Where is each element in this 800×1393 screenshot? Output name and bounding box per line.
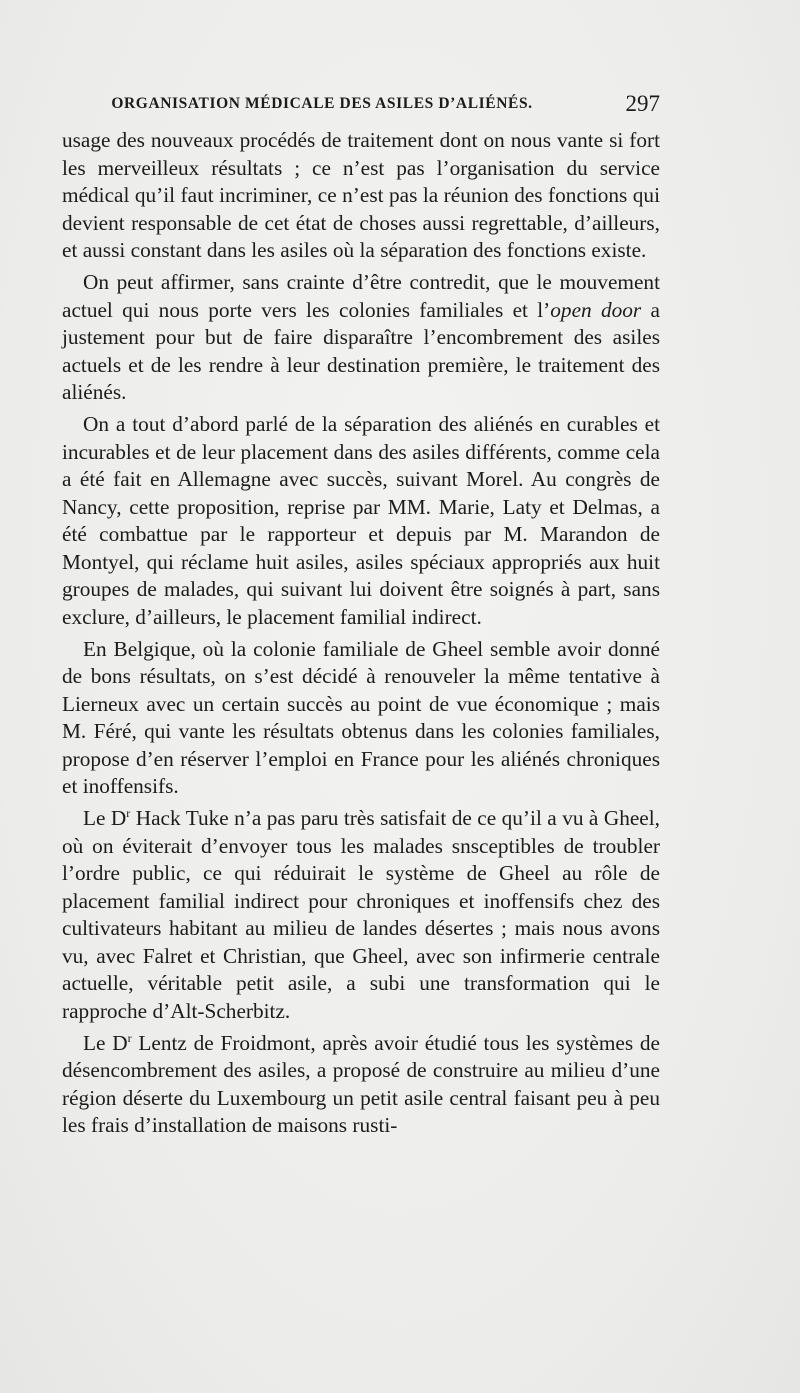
italic-phrase: open door — [550, 297, 642, 322]
superscript: r — [126, 806, 131, 820]
superscript: r — [127, 1030, 132, 1045]
paragraph-1: usage des nouveaux procédés de traitement dont on nous vante si fort les merveilleux résultats ; ce n’est pas l’organisation du service médical qu’il faut incriminer, ce n’est pas la réunion des fonctions qui devient responsable de cet état de choses aussi regrettable, d’ailleurs, et aussi constant dans les asiles où la séparation des fonctions existe. — [62, 128, 660, 262]
page-number: 297 — [625, 91, 660, 116]
paragraph-2: On peut affirmer, sans crainte d’être contredit, que le mouvement actuel qui nous porte vers les colonies familiales et l’open door a justement pour but de faire disparaître l’encombrement des asiles actuels et de les rendre à leur destination première, le traitement des aliénés. — [62, 270, 660, 404]
paragraph-6: Le $D^r$ Lentz de Froidmont, après avoir étudié tous les systèmes de désencombrement des asiles, a proposé de construire au milieu d’une région déserte du Luxembourg un petit asile central faisant peu à peu les frais d’installation de maisons rusti- — [62, 1030, 660, 1137]
paragraph-5: Le $D^r$ Hack Tuke n’a pas paru très satisfait de ce qu’il a vu à Gheel, où on éviterait d’envoyer tous les malades snsceptibles de troubler l’ordre public, ce qui réduirait le système de Gheel au rôle de placement familial indirect pour chroniques et inoffensifs chez des cultivateurs habitant au milieu de landes désertes ; mais nous avons vu, avec Falret et Christian, que Gheel, avec son infirmerie centrale actuelle, véritable petit asile, a subi une transformation qui le rapproche d’Alt-Scherbitz. — [62, 806, 660, 1023]
running-title: ORGANISATION MÉDICALE DES ASILES D’ALIÉNÉS. — [111, 95, 533, 112]
text-body — [62, 127, 660, 1140]
paragraph-3: On a tout d’abord parlé de la séparation des aliénés en curables et incurables et de leur placement dans des asiles différents, comme cela a été fait en Allemagne avec succès, suivant Morel. Au congrès de Nancy, cette proposition, reprise par MM. Marie, Laty et Delmas, a été combattue par le rapporteur et depuis par M. Marandon de Montyel, qui réclame huit asiles, asiles spéciaux appropriés aux huit groupes de malades, qui suivant lui doivent être soignés à part, sans exclure, d’ailleurs, le placement familial indirect. — [62, 412, 660, 629]
paragraph-4: En Belgique, où la colonie familiale de Gheel semble avoir donné de bons résultats, on s’est décidé à renouveler la même tentative à Lierneux avec un certain succès au point de vue économique ; mais M. Féré, qui vante les résultats obtenus dans les colonies familiales, propose d’en réserver l’emploi en France pour les aliénés chroniques et inoffensifs. — [62, 636, 660, 798]
running-head — [62, 91, 660, 117]
